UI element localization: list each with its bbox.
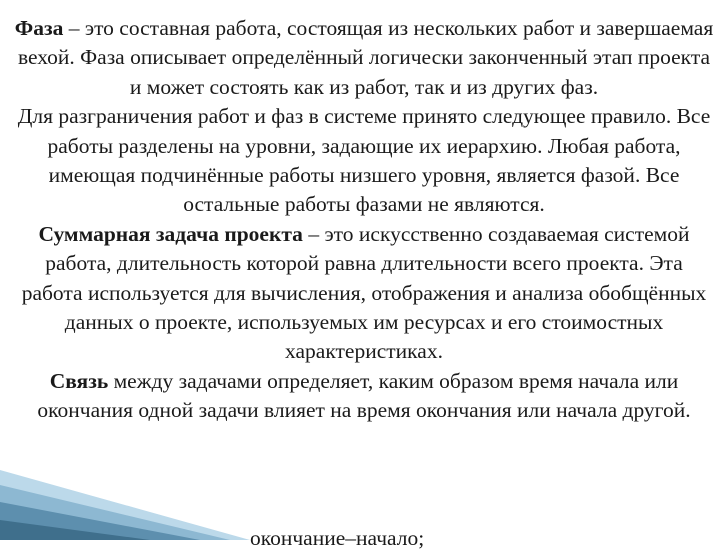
term-summary-task: Суммарная задача проекта	[38, 221, 303, 246]
paragraph-phase	[14, 14, 714, 102]
decorative-wave-shape	[0, 430, 260, 540]
paragraph-link-text: между задачами определяет, каким образом время начала или окончания одной задачи влияет на время окончания или начала другой.	[37, 368, 691, 423]
paragraph-link	[14, 367, 714, 426]
term-phase: Фаза	[14, 16, 64, 40]
paragraph-summary-task	[14, 220, 714, 367]
paragraph-rule-text: Для разграничения работ и фаз в системе принято следующее правило. Все работы разделены на уровни, задающие их иерархию. Любая работа, имеющая подчинённые работы низшего уровня, является фазой. Все остальные работы фазами не являются.	[17, 104, 711, 217]
cutoff-line: окончание–начало;	[250, 526, 425, 550]
paragraph-summary-task-text: – это искусственно создаваемая системой работа, длительность которой равна длительности всего проекта. Эта работа используется для вычисления, отображения и анализа обобщённых данных о проекте, используемых им ресурсах и его стоимостных характеристиках.	[21, 221, 707, 364]
paragraph-rule	[14, 102, 714, 220]
slide-text	[14, 14, 714, 426]
paragraph-phase-text: – это составная работа, состоящая из нескольких работ и завершаемая вехой. Фаза описывает определённый логически законченный этап проекта и может состоять как из работ, так и из других фаз.	[17, 16, 714, 99]
term-link: Связь	[49, 368, 109, 393]
